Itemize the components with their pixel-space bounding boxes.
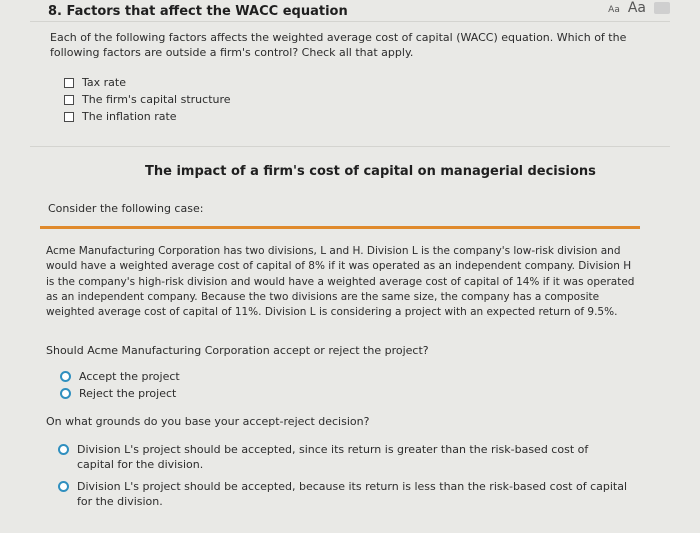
increase-font-button[interactable]: Aa — [627, 0, 646, 16]
consider-label: Consider the following case: — [48, 202, 204, 215]
radio-button[interactable] — [58, 481, 69, 492]
radio-label: Accept the project — [79, 370, 180, 383]
section-title: The impact of a firm's cost of capital on managerial decisions — [145, 164, 596, 179]
radio-group-grounds — [58, 442, 628, 516]
radio-label: Reject the project — [79, 387, 177, 400]
checkbox-label: The inflation rate — [82, 110, 177, 123]
checkbox-option[interactable] — [64, 91, 231, 108]
header-divider — [30, 21, 670, 22]
radio-button[interactable] — [60, 388, 71, 399]
font-size-tools — [608, 0, 670, 16]
checkbox-option[interactable] — [64, 74, 231, 91]
checkbox-option[interactable] — [64, 108, 231, 125]
checkbox-list — [64, 74, 231, 125]
case-description: Acme Manufacturing Corporation has two divisions, L and H. Division L is the company's low-risk division and would have a weighted average cost of capital of 8% if it was operated as an independent company. Division H is the company's high-risk division and would have a weighted average cost of capital of 14% if it was operated as an independent company. Because the two divisions are the same size, the company has a composite weighted average cost of capital of 11%. Division L is considering a project with an expected return of 9.5%. — [46, 245, 635, 319]
checkbox-label: Tax rate — [82, 76, 126, 89]
decrease-font-button[interactable]: Aa — [608, 5, 620, 15]
print-icon[interactable] — [654, 2, 670, 14]
radio-option[interactable] — [58, 442, 628, 472]
radio-option[interactable] — [58, 479, 628, 509]
intro-text: Each of the following factors affects the weighted average cost of capital (WACC) equation. Which of the following factors are outside a firm's control? Check all that apply. — [50, 31, 627, 59]
section-divider — [30, 146, 670, 147]
question-accept-reject: Should Acme Manufacturing Corporation accept or reject the project? — [46, 344, 429, 357]
radio-option[interactable] — [60, 368, 180, 385]
radio-label: Division L's project should be accepted, because its return is less than the risk-based cost of capital for the division. — [77, 480, 628, 508]
checkbox[interactable] — [64, 95, 74, 105]
checkbox[interactable] — [64, 112, 74, 122]
question-title: 8. Factors that affect the WACC equation — [48, 4, 348, 19]
radio-option[interactable] — [60, 385, 180, 402]
question-grounds: On what grounds do you base your accept-reject decision? — [46, 415, 370, 428]
checkbox-label: The firm's capital structure — [82, 93, 231, 106]
radio-button[interactable] — [60, 371, 71, 382]
accent-bar — [40, 226, 640, 229]
radio-button[interactable] — [58, 444, 69, 455]
radio-group-accept-reject — [60, 368, 180, 402]
radio-label: Division L's project should be accepted, since its return is greater than the risk-based cost of capital for the division. — [77, 443, 589, 471]
checkbox[interactable] — [64, 78, 74, 88]
